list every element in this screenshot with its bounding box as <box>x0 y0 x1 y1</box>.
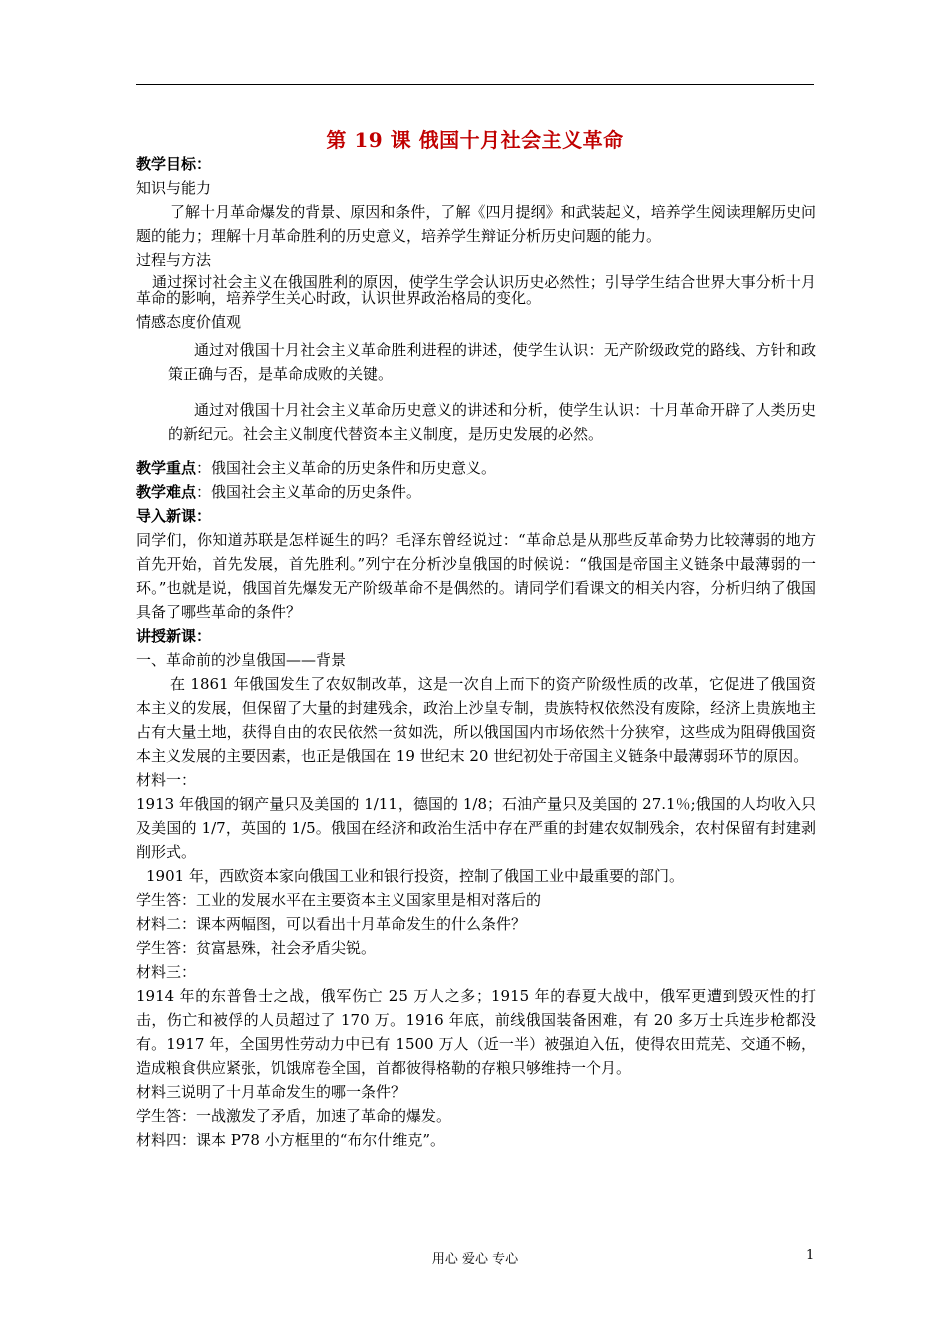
difficult-point: 教学难点：俄国社会主义革命的历史条件。 <box>136 483 422 501</box>
part1-heading: 一、革命前的沙皇俄国——背景 <box>136 651 347 669</box>
material1-text: 1913 年俄国的钢产量只及美国的 1/11，德国的 1/8；石油产量只及美国的 27.1％;俄国的人均收入只及美国的 1/7，英国的 1/5。俄国在经济和政治生活中存在严重的封建农奴制残余，农村保留有封建剥削形式。 <box>136 795 816 861</box>
intro-text: 同学们，你知道苏联是怎样诞生的吗？毛泽东曾经说过：“革命总是从那些反革命势力比较薄弱的地方首先开始，首先发展，首先胜利。”列宁在分析沙皇俄国的时候说：“俄国是帝国主义链条中最薄弱的一环。”也就是说，俄国首先爆发无产阶级革命不是偶然的。请同学们看课文的相关内容，分析归纳了俄国具备了哪些革命的条件？ <box>136 531 816 621</box>
knowledge-heading: 知识与能力 <box>136 179 212 197</box>
attitude-block <box>136 338 816 446</box>
goals-heading: 教学目标： <box>136 155 212 173</box>
material1-label: 材料一： <box>136 771 197 789</box>
knowledge-text: 了解十月革命爆发的背景、原因和条件，了解《四月提纲》和武装起义，培养学生阅读理解历史问题的能力；理解十月革命胜利的历史意义，培养学生辩证分析历史问题的能力。 <box>136 203 816 245</box>
lesson-title: 第 19 课 俄国十月社会主义革命 <box>326 128 624 152</box>
document-body <box>136 152 816 1152</box>
attitude-text-1: 通过对俄国十月社会主义革命胜利进程的讲述，使学生认识：无产阶级政党的路线、方针和政策正确与否，是革命成败的关键。 <box>168 341 816 383</box>
material3-question: 材料三说明了十月革命发生的哪一条件？ <box>136 1083 407 1101</box>
material1-extra: 1901 年，西欧资本家向俄国工业和银行投资，控制了俄国工业中最重要的部门。 <box>146 867 684 885</box>
intro-heading: 导入新课： <box>136 507 212 525</box>
attitude-text-2: 通过对俄国十月社会主义革命历史意义的讲述和分析，使学生认识：十月革命开辟了人类历史的新纪元。社会主义制度代替资本主义制度，是历史发展的必然。 <box>168 401 816 443</box>
teach-heading: 讲授新课： <box>136 627 212 645</box>
material2: 材料二：课本两幅图，可以看出十月革命发生的什么条件？ <box>136 915 527 933</box>
part1-text: 在 1861 年俄国发生了农奴制改革，这是一次自上而下的资产阶级性质的改革，它促进了俄国资本主义的发展，但保留了大量的封建残余，政治上沙皇专制，贵族特权依然没有废除，经济上贵族地主占有大量土地，获得自由的农民依然一贫如洗，所以俄国国内市场依然十分狭窄，这些成为阻碍俄国资本主义发展的主要因素，也正是俄国在 19 世纪末 20 世纪初处于帝国主义链条中最薄弱环节的原因。 <box>136 675 816 765</box>
material3-label: 材料三： <box>136 963 197 981</box>
header-rule <box>136 84 814 85</box>
material3-text: 1914 年的东普鲁士之战，俄军伤亡 25 万人之多；1915 年的春夏大战中，俄军更遭到毁灭性的打击，伤亡和被俘的人员超过了 170 万。1916 年底，前线俄国装备困难，有 20 多万士兵连步枪都没有。1917 年，全国男性劳动力中已有 1500 万人（近一半）被强迫入伍，使得农田荒芜、交通不畅，造成粮食供应紧张，饥饿席卷全国，首都彼得格勒的存粮只够维持一个月。 <box>136 987 816 1077</box>
student-answer-1: 学生答：工业的发展水平在主要资本主义国家里是相对落后的 <box>136 891 542 909</box>
page-footer: 用心 爱心 专心 <box>431 1252 519 1267</box>
student-answer-2: 学生答：贫富悬殊，社会矛盾尖锐。 <box>136 939 377 957</box>
key-point: 教学重点：俄国社会主义革命的历史条件和历史意义。 <box>136 459 497 477</box>
process-text: 通过探讨社会主义在俄国胜利的原因，使学生学会认识历史必然性；引导学生结合世界大事分析十月革命的影响，培养学生关心时政，认识世界政治格局的变化。 <box>136 273 816 307</box>
student-answer-3: 学生答：一战激发了矛盾，加速了革命的爆发。 <box>136 1107 452 1125</box>
material4: 材料四：课本 P78 小方框里的“布尔什维克”。 <box>136 1131 446 1149</box>
attitude-heading: 情感态度价值观 <box>136 313 242 331</box>
process-heading: 过程与方法 <box>136 251 212 269</box>
page-number: 1 <box>806 1248 815 1263</box>
